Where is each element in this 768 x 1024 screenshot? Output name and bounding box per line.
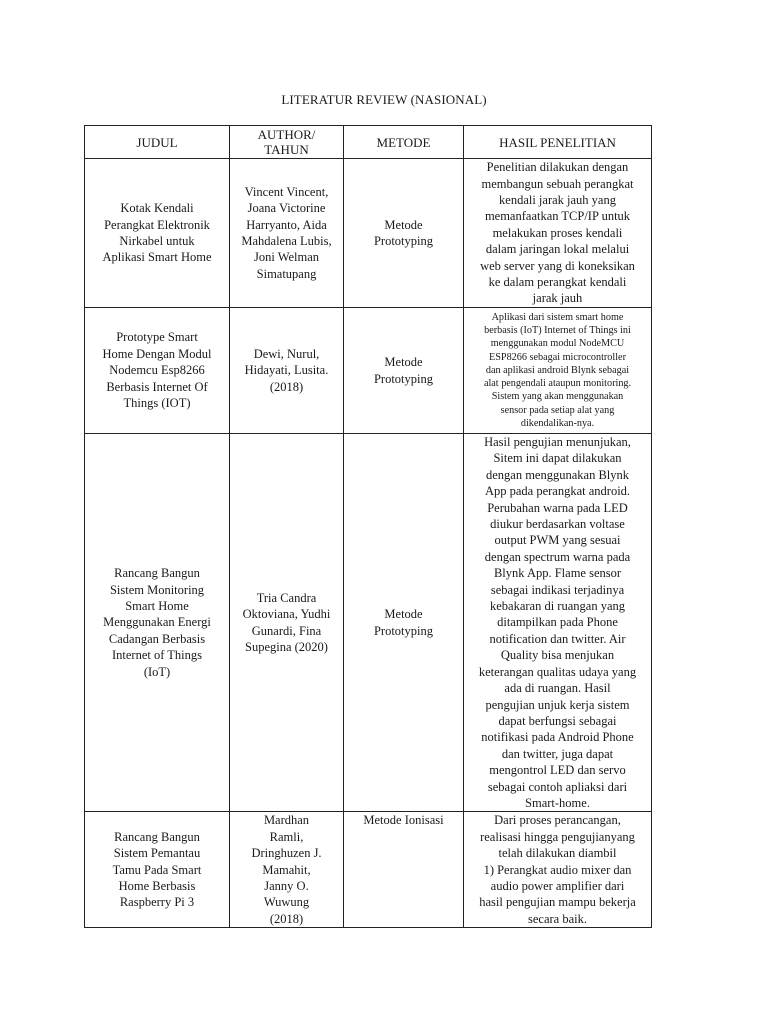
author-line: Supegina (2020) xyxy=(245,640,328,655)
author-line: Wuwung xyxy=(263,895,310,910)
hasil-line: Hasil pengujian menunjukan, xyxy=(484,435,631,449)
hasil-line: pengujian unjuk kerja sistem xyxy=(485,697,630,712)
author-line: Joni Welman xyxy=(253,250,320,265)
author-line: Janny O. xyxy=(264,879,309,894)
table-row xyxy=(85,812,652,928)
judul-line: Cadangan Berbasis xyxy=(108,631,206,646)
judul-line: Internet of Things xyxy=(111,648,203,663)
header-metode: METODE xyxy=(344,126,464,159)
hasil-line: Dari proses perancangan, xyxy=(494,813,621,828)
metode-line: Prototyping xyxy=(373,623,434,638)
judul-line: Home Dengan Modul xyxy=(102,346,212,361)
metode-line: Prototyping xyxy=(373,371,434,386)
hasil-line: dengan spectrum warna pada xyxy=(484,549,631,564)
cell-judul xyxy=(85,308,230,434)
hasil-line: Quality bisa menjukan xyxy=(500,648,615,663)
hasil-line: audio power amplifier dari xyxy=(490,879,625,894)
author-line: Dewi, Nurul, xyxy=(253,346,320,361)
hasil-line: web server yang di koneksikan xyxy=(480,258,635,273)
hasil-line: telah dilakukan diambil xyxy=(498,846,617,861)
page-title: LITERATUR REVIEW (NASIONAL) xyxy=(281,92,487,107)
judul-line: Prototype Smart xyxy=(116,330,198,345)
cell-hasil xyxy=(464,812,652,928)
author-line: Ramli, xyxy=(269,829,304,844)
author-line: Oktoviana, Yudhi xyxy=(242,607,331,622)
hasil-line: alat pengendali ataupun monitoring. xyxy=(483,378,632,390)
cell-author xyxy=(230,812,344,928)
hasil-line: sebagai contoh apliaksi dari xyxy=(487,779,628,794)
header-author-tahun xyxy=(230,126,344,159)
author-line: (2018) xyxy=(269,379,304,394)
cell-hasil xyxy=(464,159,652,308)
hasil-line: menggunakan modul NodeMCU xyxy=(490,338,625,350)
judul-line: Tamu Pada Smart xyxy=(112,862,202,877)
author-line: Mamahit, xyxy=(262,862,311,877)
author-line: Tria Candra xyxy=(256,590,317,605)
hasil-line: dan aplikasi android Blynk sebagai xyxy=(485,364,630,376)
hasil-line: Perubahan warna pada LED xyxy=(487,500,628,515)
hasil-line: App pada perangkat android. xyxy=(484,484,631,499)
hasil-line: memanfaatkan TCP/IP untuk xyxy=(484,209,631,224)
hasil-line: diukur berdasarkan voltase xyxy=(490,517,625,532)
cell-metode xyxy=(344,308,464,434)
cell-hasil xyxy=(464,434,652,812)
hasil-line: ESP8266 sebagai microcontroller xyxy=(489,351,626,363)
author-line: Mahdalena Lubis, xyxy=(241,234,332,248)
metode-line: Metode xyxy=(384,607,423,622)
judul-line: Nodemcu Esp8266 xyxy=(109,363,205,378)
hasil-line: output PWM yang sesuai xyxy=(494,533,621,548)
hasil-line: Blynk App. Flame sensor xyxy=(493,566,622,581)
author-line: Vincent Vincent, xyxy=(244,184,329,199)
judul-line: Smart Home xyxy=(125,599,189,614)
hasil-line: Sitem ini dapat dilakukan xyxy=(493,451,622,466)
hasil-line: notifikasi pada Android Phone xyxy=(481,730,634,745)
judul-line: Sistem Monitoring xyxy=(109,582,205,597)
author-line: Gunardi, Fina xyxy=(251,623,322,638)
judul-line: Sistem Pemantau xyxy=(113,846,201,861)
author-line: (2018) xyxy=(269,911,304,926)
hasil-line: secara baik. xyxy=(528,911,587,926)
author-line: Joana Victorine xyxy=(247,201,326,216)
hasil-line: kebakaran di ruangan yang xyxy=(489,599,625,614)
header-author-line: AUTHOR/ xyxy=(257,127,316,142)
cell-judul xyxy=(85,434,230,812)
judul-line: Raspberry Pi 3 xyxy=(119,895,195,910)
author-line: Harryanto, Aida xyxy=(246,217,327,232)
cell-judul xyxy=(85,159,230,308)
hasil-line: membangun sebuah perangkat xyxy=(481,176,634,191)
table-row xyxy=(85,434,652,812)
judul-line: Rancang Bangun xyxy=(114,829,200,844)
judul-line: Things (IOT) xyxy=(123,396,191,411)
hasil-line: kendali jarak jauh yang xyxy=(499,192,616,207)
hasil-line: Sistem yang akan menggunakan xyxy=(491,391,624,403)
hasil-line: jarak jauh xyxy=(532,291,583,306)
hasil-line: hasil pengujian mampu bekerja xyxy=(479,895,636,910)
hasil-line: Penelitian dilakukan dengan xyxy=(486,160,629,175)
hasil-line: keterangan qualitas udaya yang xyxy=(478,664,637,679)
judul-line: Menggunakan Energi xyxy=(103,615,211,630)
judul-line: Perangkat Elektronik xyxy=(104,217,210,232)
hasil-line: dengan menggunakan Blynk xyxy=(485,467,630,482)
metode-line: Prototyping xyxy=(373,234,434,248)
table-row xyxy=(85,159,652,308)
cell-metode xyxy=(344,159,464,308)
hasil-line: ke dalam perangkat kendali xyxy=(488,275,627,290)
cell-hasil xyxy=(464,308,652,434)
author-line: Simatupang xyxy=(256,266,317,281)
hasil-line: ada di ruangan. Hasil xyxy=(504,681,611,696)
hasil-line: realisasi hingga pengujianyang xyxy=(480,829,635,844)
metode-line: Metode Ionisasi xyxy=(363,813,444,828)
literature-review-table xyxy=(84,125,652,928)
cell-judul xyxy=(85,812,230,928)
hasil-line: 1) Perangkat audio mixer dan xyxy=(483,862,632,877)
judul-line: Home Berbasis xyxy=(118,879,196,894)
hasil-line: dalam jaringan lokal melalui xyxy=(485,242,630,257)
header-judul: JUDUL xyxy=(85,126,230,159)
hasil-line: sebagai indikasi terjadinya xyxy=(490,582,625,597)
table-header-row xyxy=(85,126,652,159)
cell-author xyxy=(230,159,344,308)
hasil-line: dapat berfungsi sebagai xyxy=(498,713,617,728)
metode-line: Metode xyxy=(384,355,423,370)
judul-line: Aplikasi Smart Home xyxy=(102,250,212,265)
hasil-line: berbasis (IoT) Internet of Things ini xyxy=(484,325,631,337)
hasil-line: mengontrol LED dan servo xyxy=(489,763,626,778)
hasil-line: dikendalikan-nya. xyxy=(520,417,595,429)
hasil-line: notification dan twitter. Air xyxy=(489,631,626,646)
judul-line: Nirkabel untuk xyxy=(119,234,195,248)
judul-line: Berbasis Internet Of xyxy=(106,379,208,394)
cell-author xyxy=(230,308,344,434)
header-tahun-line: TAHUN xyxy=(264,142,309,157)
cell-author xyxy=(230,434,344,812)
header-hasil-penelitian: HASIL PENELITIAN xyxy=(464,126,652,159)
judul-line: (IoT) xyxy=(143,664,171,679)
author-line: Dringhuzen J. xyxy=(251,846,322,861)
cell-metode xyxy=(344,812,464,928)
hasil-line: dan twitter, juga dapat xyxy=(501,746,614,761)
author-line: Hidayati, Lusita. xyxy=(244,363,329,378)
cell-metode xyxy=(344,434,464,812)
hasil-line: Aplikasi dari sistem smart home xyxy=(491,312,624,324)
hasil-line: sensor pada setiap alat yang xyxy=(500,404,615,416)
metode-line: Metode xyxy=(384,217,423,232)
hasil-line: melakukan proses kendali xyxy=(492,225,623,240)
hasil-line: ditampilkan pada Phone xyxy=(497,615,618,630)
hasil-line: Smart-home. xyxy=(525,795,590,810)
judul-line: Rancang Bangun xyxy=(114,566,200,581)
judul-line: Kotak Kendali xyxy=(120,201,194,216)
author-line: Mardhan xyxy=(263,813,310,828)
table-row xyxy=(85,308,652,434)
